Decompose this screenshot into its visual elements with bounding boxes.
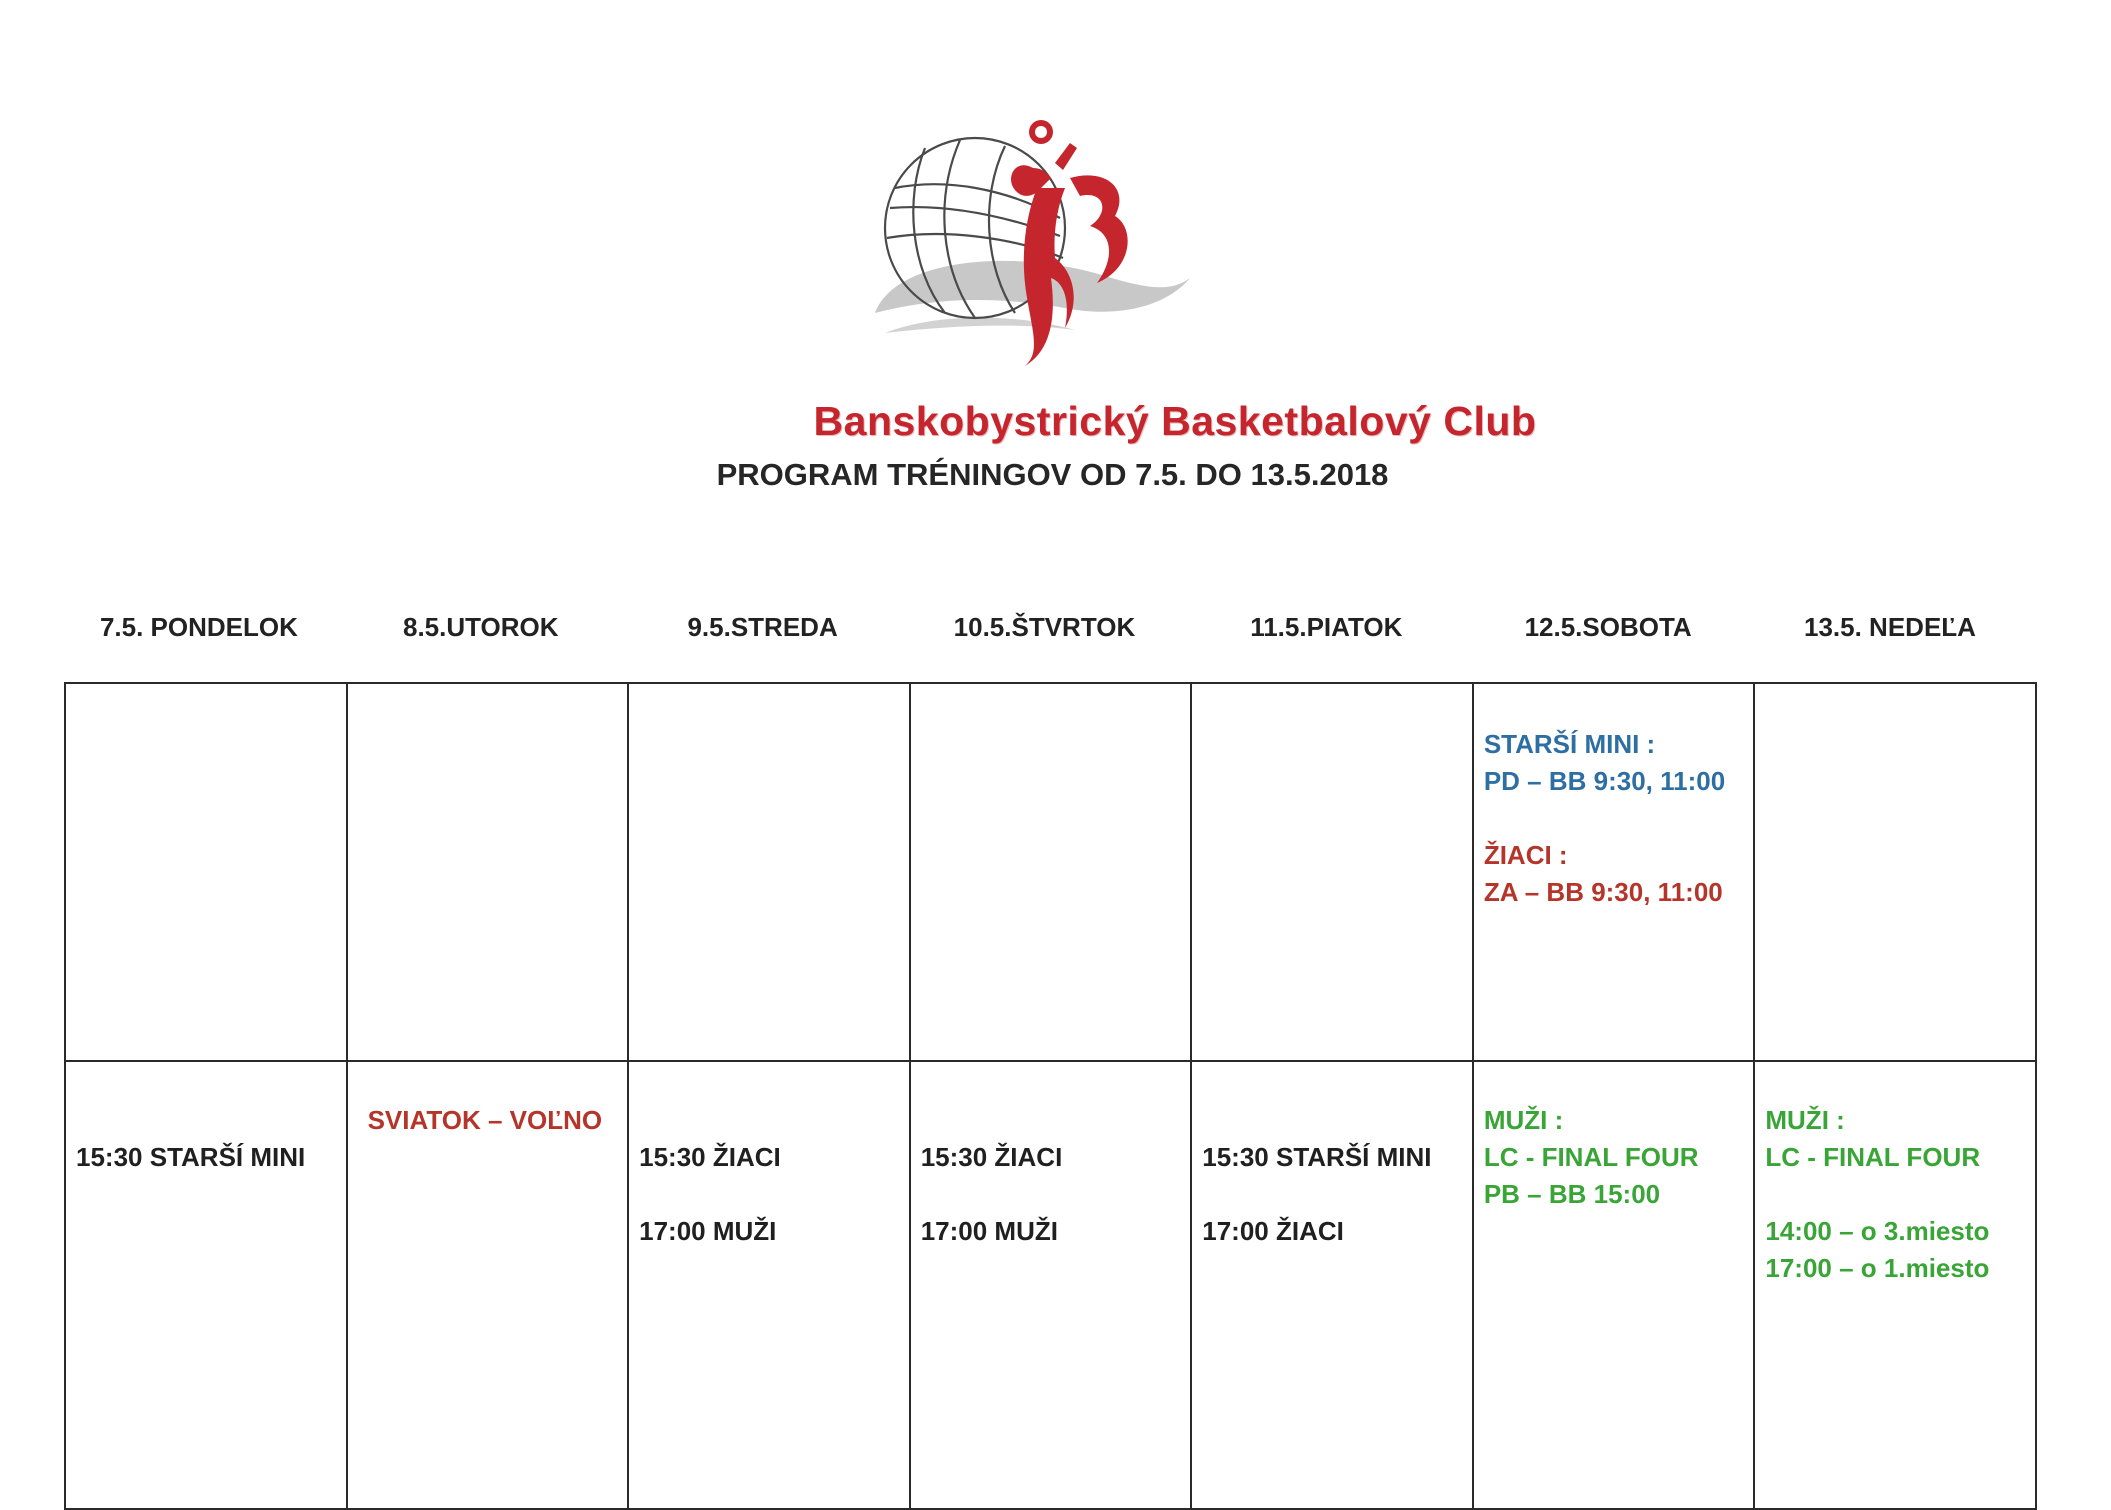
wed-afternoon-line1: 15:30 ŽIACI: [639, 1142, 781, 1172]
cell-morning-mon: [65, 683, 347, 1061]
spacer: [1202, 1176, 1462, 1213]
cell-afternoon-thu: [910, 1061, 1192, 1509]
day-header-row: [64, 612, 2037, 643]
schedule-row-afternoon: [65, 1061, 2036, 1509]
tue-afternoon-holiday: SVIATOK – VOĽNO: [367, 1105, 603, 1135]
sat-afternoon-line3: PB – BB 15:00: [1483, 1179, 1661, 1209]
thu-afternoon-line2: 17:00 MUŽI: [920, 1216, 1058, 1246]
sat-afternoon-line1: MUŽI :: [1483, 1105, 1564, 1135]
schedule-table: [64, 682, 2037, 1510]
sun-afternoon-line2: LC - FINAL FOUR: [1765, 1142, 1981, 1172]
spacer: [1202, 1102, 1462, 1139]
cell-morning-thu: [910, 683, 1192, 1061]
spacer: [639, 1102, 899, 1139]
cell-afternoon-sat: [1473, 1061, 1755, 1509]
sun-afternoon-line1: MUŽI :: [1765, 1105, 1845, 1135]
day-header-saturday: 12.5.SOBOTA: [1524, 612, 1692, 642]
spacer: [639, 1176, 899, 1213]
cell-afternoon-sun: [1754, 1061, 2036, 1509]
fri-afternoon-line1: 15:30 STARŠÍ MINI: [1202, 1142, 1432, 1172]
program-title: PROGRAM TRÉNINGOV OD 7.5. DO 13.5.2018: [716, 457, 1389, 492]
day-header-thursday: 10.5.ŠTVRTOK: [953, 612, 1136, 642]
cell-afternoon-tue: [347, 1061, 629, 1509]
spacer: [1765, 1176, 2025, 1213]
cell-morning-fri: [1191, 683, 1473, 1061]
sun-afternoon-line3: 14:00 – o 3.miesto: [1765, 1216, 1990, 1246]
cell-afternoon-mon: [65, 1061, 347, 1509]
sat-morning-group2-title: ŽIACI :: [1483, 840, 1568, 870]
sat-morning-group1-title: STARŠÍ MINI :: [1483, 729, 1656, 759]
mon-afternoon-line1: 15:30 STARŠÍ MINI: [76, 1142, 306, 1172]
day-header-sunday: 13.5. NEDEĽA: [1804, 612, 1976, 642]
fri-afternoon-line2: 17:00 ŽIACI: [1202, 1216, 1344, 1246]
wed-afternoon-line2: 17:00 MUŽI: [639, 1216, 777, 1246]
cell-morning-wed: [628, 683, 910, 1061]
spacer: [921, 1102, 1181, 1139]
spacer: [76, 1102, 336, 1139]
sat-morning-group1-detail: PD – BB 9:30, 11:00: [1483, 766, 1726, 796]
club-logo: [865, 108, 1195, 368]
day-header-wednesday: 9.5.STREDA: [687, 612, 838, 642]
sat-morning-group2-detail: ZA – BB 9:30, 11:00: [1483, 877, 1723, 907]
day-header-friday: 11.5.PIATOK: [1250, 612, 1403, 642]
cell-morning-sun: [1754, 683, 2036, 1061]
cell-afternoon-wed: [628, 1061, 910, 1509]
cell-morning-sat: [1473, 683, 1755, 1061]
day-header-tuesday: 8.5.UTOROK: [402, 612, 559, 642]
club-name: Banskobystrický Basketbalový Club: [813, 398, 1537, 444]
cell-afternoon-fri: [1191, 1061, 1473, 1509]
sun-afternoon-line4: 17:00 – o 1.miesto: [1765, 1253, 1990, 1283]
day-header-monday: 7.5. PONDELOK: [99, 612, 298, 642]
thu-afternoon-line1: 15:30 ŽIACI: [920, 1142, 1063, 1172]
schedule-row-morning: [65, 683, 2036, 1061]
cell-morning-tue: [347, 683, 629, 1061]
spacer: [921, 1176, 1181, 1213]
sat-afternoon-line2: LC - FINAL FOUR: [1483, 1142, 1699, 1172]
spacer: [1484, 800, 1744, 837]
